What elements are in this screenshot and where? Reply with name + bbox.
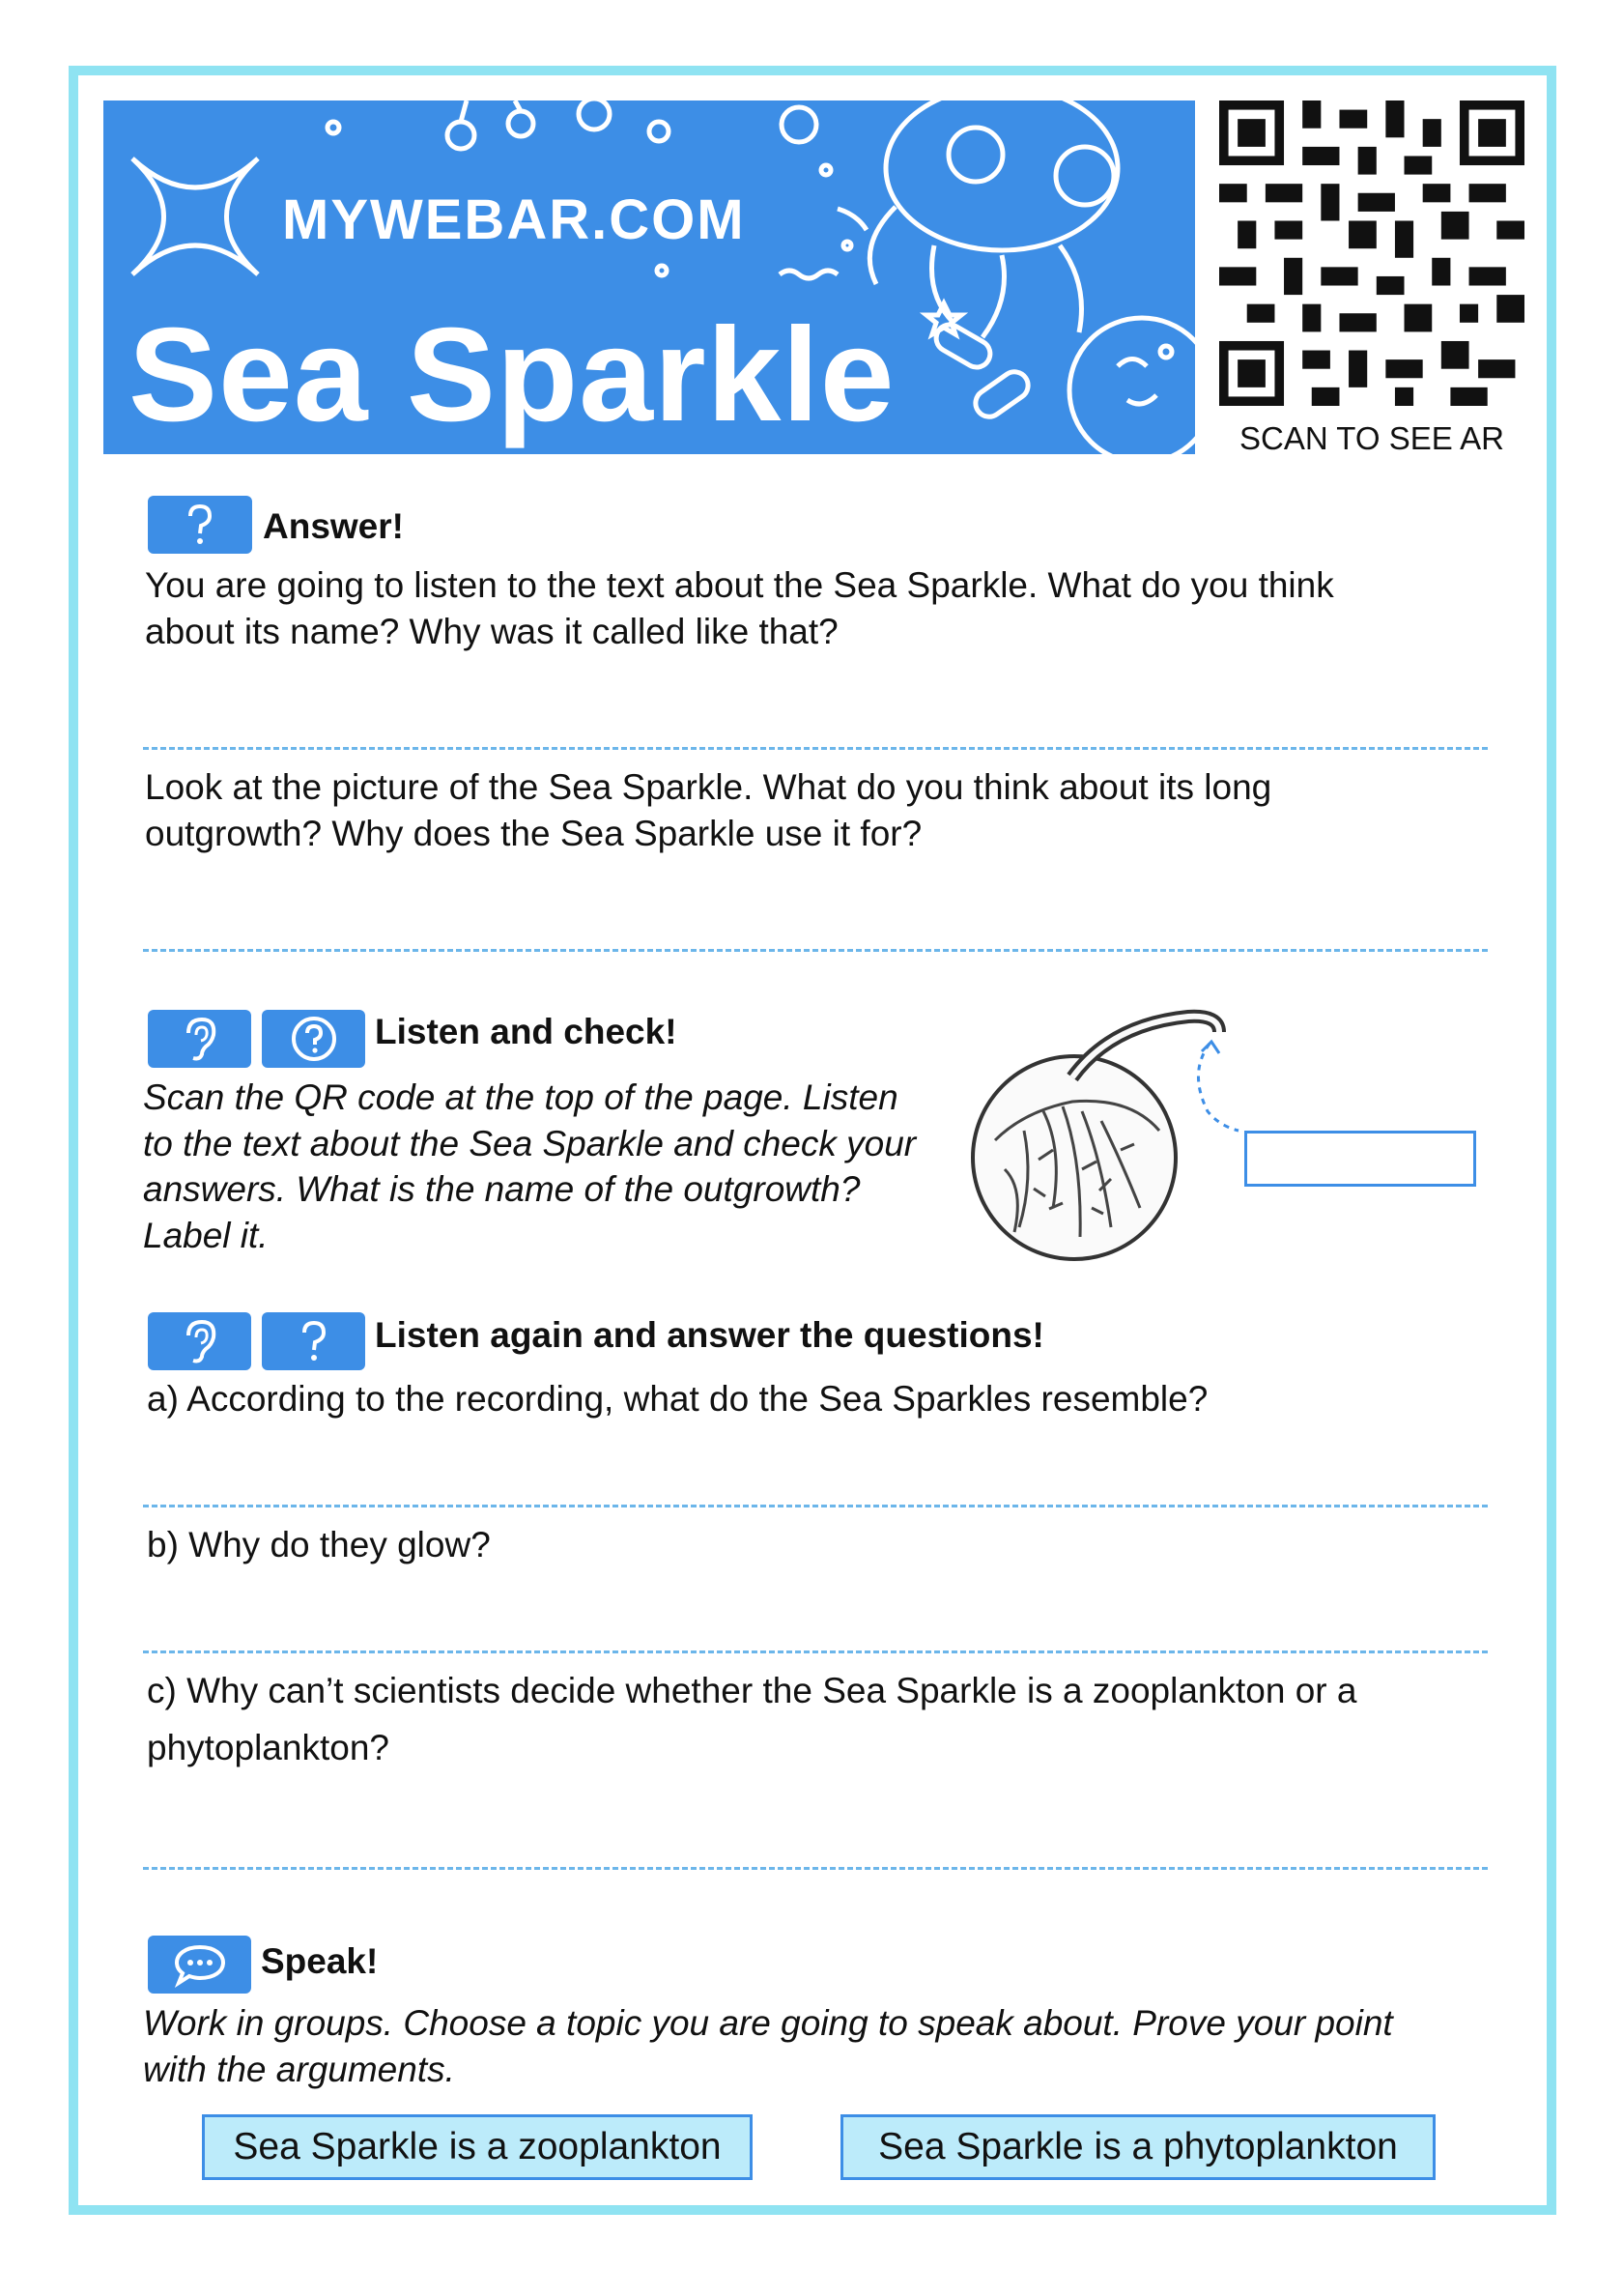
page-title: Sea Sparkle [128, 301, 896, 449]
speech-bubble-icon [173, 1941, 227, 1988]
speech-badge [148, 1936, 251, 1994]
header-banner [103, 100, 1195, 454]
question-mark-icon [181, 502, 219, 547]
listen-check-heading: Listen and check! [375, 1012, 677, 1051]
answer-question-1-line-2: about its name? Why was it called like that? [145, 612, 839, 651]
answer-line-b[interactable] [143, 1650, 1488, 1653]
speak-heading: Speak! [261, 1941, 379, 1981]
question-c-line-2: phytoplankton? [147, 1728, 389, 1767]
answer-line-c[interactable] [143, 1867, 1488, 1870]
sea-sparkle-illustration-icon [966, 1005, 1256, 1266]
answer-question-1-line-1: You are going to listen to the text about the Sea Sparkle. What do you think [145, 565, 1334, 605]
outgrowth-label-field[interactable] [1244, 1131, 1476, 1187]
answer-line-2[interactable] [143, 949, 1488, 952]
question-badge [148, 496, 252, 554]
speak-line-2: with the arguments. [143, 2050, 455, 2089]
brand-name: MYWEBAR.COM [282, 188, 746, 251]
answer-line-a[interactable] [143, 1505, 1488, 1507]
question-c-line-1: c) Why can’t scientists decide whether the Sea Sparkle is a zooplankton or a [147, 1671, 1357, 1710]
ear-icon [181, 1318, 219, 1364]
question-mark-icon [295, 1319, 333, 1363]
qr-code-icon[interactable] [1215, 100, 1528, 406]
answer-heading: Answer! [263, 506, 404, 546]
ear-badge [148, 1010, 251, 1068]
question-circle-badge [262, 1010, 365, 1068]
ear-badge-2 [148, 1312, 251, 1370]
question-b: b) Why do they glow? [147, 1525, 491, 1564]
answer-line-1[interactable] [143, 747, 1488, 750]
speak-line-1: Work in groups. Choose a topic you are going to speak about. Prove your point [143, 2003, 1393, 2043]
question-badge-2 [262, 1312, 365, 1370]
answer-question-2-line-1: Look at the picture of the Sea Sparkle. What do you think about its long [145, 767, 1272, 807]
qr-caption: SCAN TO SEE AR [1239, 420, 1504, 456]
choice-zooplankton-button[interactable]: Sea Sparkle is a zooplankton [202, 2114, 753, 2180]
question-a: a) According to the recording, what do the Sea Sparkles resemble? [147, 1379, 1209, 1419]
listen-check-line-3: answers. What is the name of the outgrowth? [143, 1169, 861, 1209]
listen-check-line-2: to the text about the Sea Sparkle and check your [143, 1124, 917, 1163]
ear-icon [181, 1016, 219, 1062]
question-circle-icon [290, 1015, 338, 1063]
listen-check-line-4: Label it. [143, 1216, 269, 1255]
listen-again-heading: Listen again and answer the questions! [375, 1315, 1044, 1355]
listen-check-line-1: Scan the QR code at the top of the page. Listen [143, 1077, 898, 1117]
answer-question-2-line-2: outgrowth? Why does the Sea Sparkle use it for? [145, 814, 923, 853]
choice-phytoplankton-button[interactable]: Sea Sparkle is a phytoplankton [840, 2114, 1436, 2180]
